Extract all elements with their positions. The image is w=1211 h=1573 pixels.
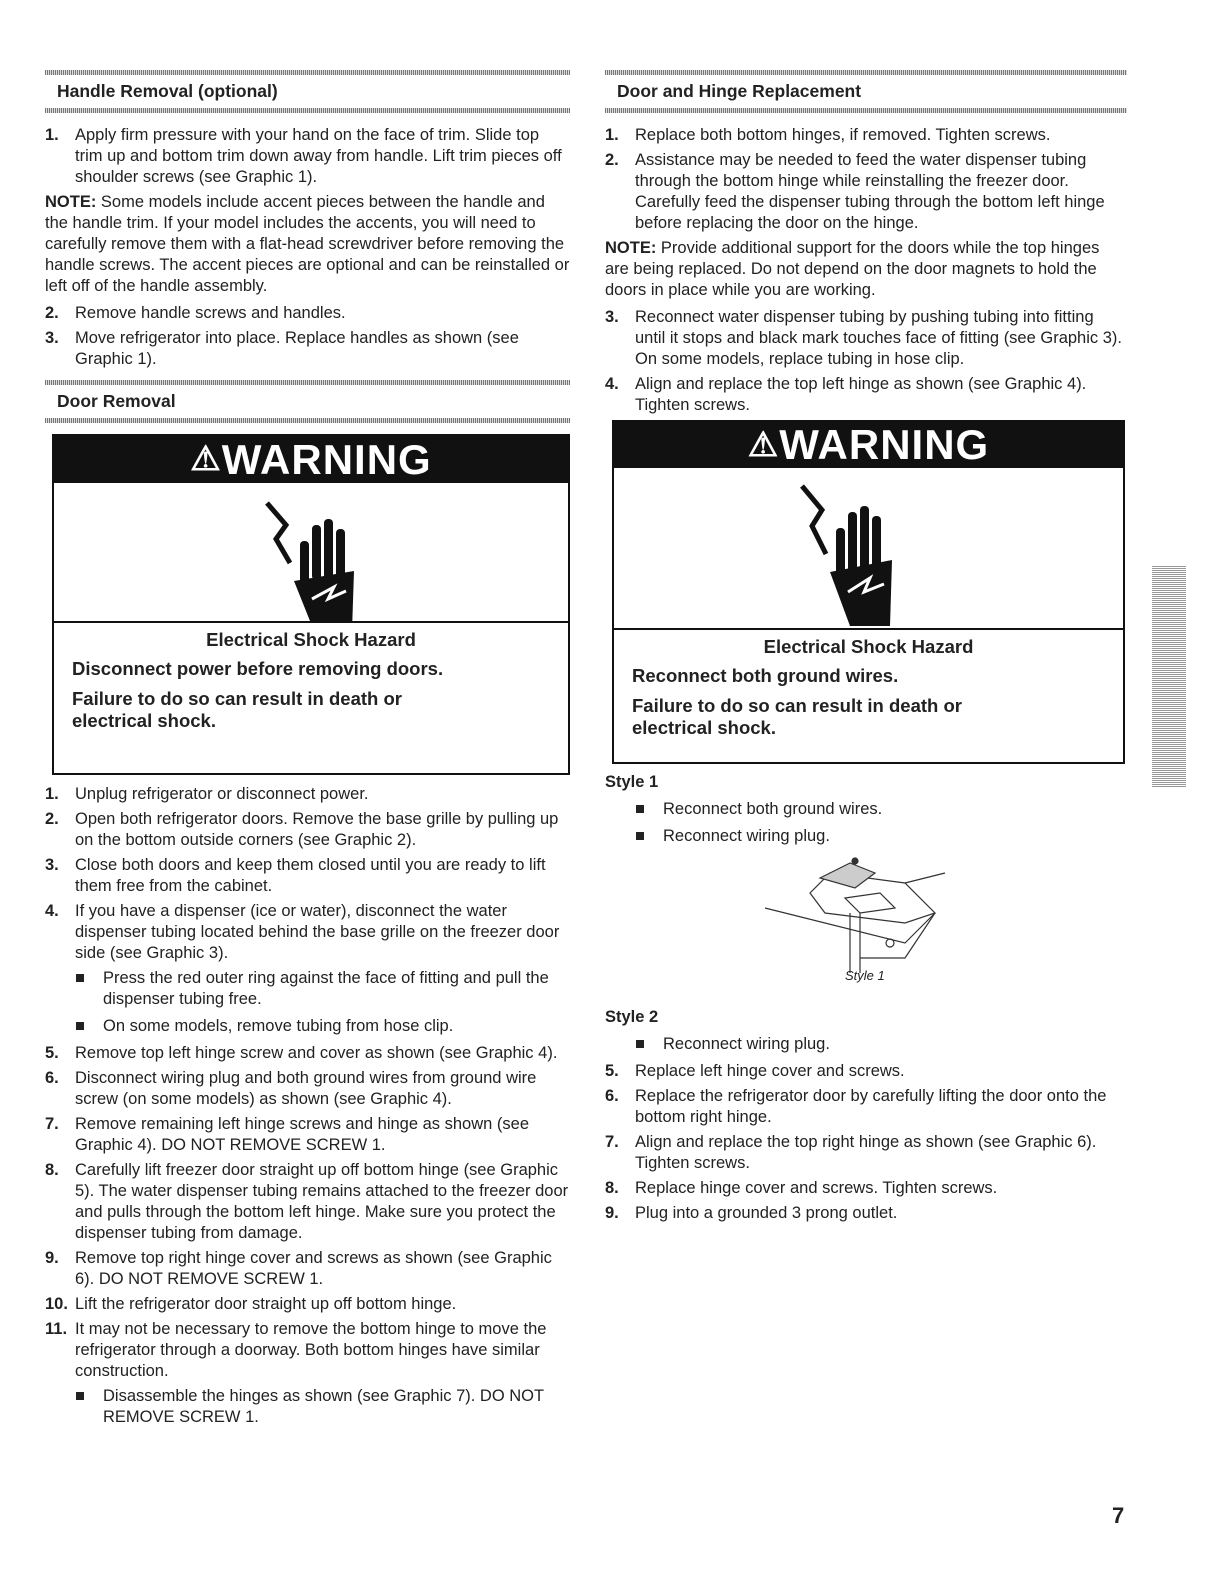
step-item [45,1114,570,1156]
step-item [45,328,570,370]
warning-box-left [52,434,570,775]
step-item [45,784,570,805]
warning-triangle-icon: ⚠ [747,426,780,464]
warning-message [54,623,568,746]
step-item [605,307,1127,370]
step-item [605,1178,1127,1199]
hazard-title: Electrical Shock Hazard [763,636,974,657]
step-item [605,1132,1127,1174]
step-text: Unplug refrigerator or disconnect power. [75,785,369,803]
step-text: Lift the refrigerator door straight up off bottom hinge. [75,1295,457,1313]
step-item [45,855,570,897]
step-text: Remove top left hinge screw and cover as shown (see Graphic 4). [75,1044,558,1062]
right-column [605,70,1127,420]
warning-line-1: Reconnect both ground wires. [632,665,899,686]
step-item [45,901,570,964]
warning-banner: ⚠WARNING [54,436,568,483]
step-number: 9. [605,1204,619,1222]
page-number: 7 [1112,1503,1125,1528]
step-text: Apply firm pressure with your hand on the face of trim. Slide top trim up and bottom trim down away from handle. Lift trim pieces off shoulder screws (see Graphic 1). [75,126,562,186]
step-item [605,1061,1127,1082]
bullet-text: Reconnect wiring plug. [663,827,830,845]
hinge-steps-b [605,307,1127,416]
hazard-title: Electrical Shock Hazard [206,629,416,650]
bullet-square-icon [636,1040,644,1048]
step-text: Close both doors and keep them closed until you are ready to lift them free from the cabinet. [75,856,546,895]
step-number: 8. [45,1161,59,1179]
bullet-item [45,968,570,1010]
step-number: 4. [45,902,59,920]
step-text: Align and replace the top left hinge as shown (see Graphic 4). Tighten screws. [635,375,1087,414]
step-text: Carefully lift freezer door straight up off bottom hinge (see Graphic 5). The water dispenser tubing remains attached to the freezer door and pulls through the bottom left hinge. Make sure you protect the dispenser tubing from damage. [75,1161,569,1242]
bullet-item [605,799,1127,820]
step-text: Replace hinge cover and screws. Tighten screws. [635,1179,998,1197]
bullet-square-icon [76,1022,84,1030]
step-text: Remove handle screws and handles. [75,304,346,322]
style-section [605,768,1127,1228]
door-hinge-title: Door and Hinge Replacement [617,81,862,101]
bullet-square-icon [76,974,84,982]
style1-bullets [605,799,1127,847]
door-removal-steps [45,784,570,1434]
step-item [45,1068,570,1110]
step-text: Assistance may be needed to feed the water dispenser tubing through the bottom hinge while reinstalling the freezer door. Carefully feed the dispenser tubing through the bottom left hinge before replacing the door on the hinge. [635,151,1105,232]
bullet-square-icon [76,1392,84,1400]
left-column [45,70,570,423]
style1-label: Style 1 [605,773,659,791]
section-rule [45,70,570,75]
step-number: 7. [45,1115,59,1133]
step-item [45,1160,570,1244]
step-text: Plug into a grounded 3 prong outlet. [635,1204,898,1222]
step-text: It may not be necessary to remove the bottom hinge to move the refrigerator through a doorway. Both bottom hinges have similar construction. [75,1320,547,1380]
step-text: Replace both bottom hinges, if removed. Tighten screws. [635,126,1051,144]
hinge-steps-a [605,125,1127,234]
door-removal-title: Door Removal [57,391,176,411]
shock-hazard-icon [614,468,1123,630]
door-steps-a [45,784,570,964]
step-item [605,150,1127,234]
style1-illustration [605,853,1127,1003]
step-item [45,303,570,324]
bullet-item [45,1016,570,1037]
step-number: 2. [605,151,619,169]
handle-note: NOTE: Some models include accent pieces between the handle and the handle trim. If your model includes the accents, you will need to carefully remove them with a flat-head screwdriver before removing the handle screws. The accent pieces are optional and can be reinstalled or left off of the handle assembly. [45,193,570,295]
hinge-steps-c [605,1061,1127,1224]
step-item [45,809,570,851]
step-text: Replace the refrigerator door by carefully lifting the door onto the bottom right hinge. [635,1087,1107,1126]
style2-label: Style 2 [605,1008,659,1026]
step-number: 3. [605,308,619,326]
section-rule [45,380,570,385]
step-text: Align and replace the top right hinge as shown (see Graphic 6). Tighten screws. [635,1133,1097,1172]
door-bullets-a [45,968,570,1037]
step-number: 7. [605,1133,619,1151]
step-number: 5. [605,1062,619,1080]
door-steps-b [45,1043,570,1382]
style2-bullets [605,1034,1127,1055]
step-number: 2. [45,810,59,828]
handle-removal-title: Handle Removal (optional) [57,81,278,101]
warning-line-2: Failure to do so can result in death or electrical shock. [72,688,402,731]
step-number: 3. [45,856,59,874]
door-bullets-b [45,1386,570,1428]
handle-steps-1 [45,125,570,188]
step-text: Move refrigerator into place. Replace handles as shown (see Graphic 1). [75,329,519,368]
bullet-item [605,826,1127,847]
section-rule [605,108,1127,113]
step-number: 1. [605,126,619,144]
bullet-text: Reconnect both ground wires. [663,800,883,818]
step-number: 3. [45,329,59,347]
warning-line-1: Disconnect power before removing doors. [72,658,444,679]
step-text: Remove top right hinge cover and screws as shown (see Graphic 6). DO NOT REMOVE SCREW 1. [75,1249,552,1288]
warning-line-2: Failure to do so can result in death or electrical shock. [632,695,962,738]
shock-hazard-icon [54,483,568,623]
step-text: Remove remaining left hinge screws and hinge as shown (see Graphic 4). DO NOT REMOVE SCREW 1. [75,1115,529,1154]
step-number: 9. [45,1249,59,1267]
step-item [605,374,1127,416]
handle-steps-2 [45,303,570,370]
step-text: Reconnect water dispenser tubing by pushing tubing into fitting until it stops and black mark touches face of fitting (see Graphic 3). On some models, replace tubing in hose clip. [635,308,1122,368]
bullet-text: On some models, remove tubing from hose clip. [103,1017,454,1035]
step-item [45,1043,570,1064]
step-number: 8. [605,1179,619,1197]
bullet-square-icon [636,832,644,840]
step-number: 2. [45,304,59,322]
section-rule [45,108,570,113]
bullet-text: Reconnect wiring plug. [663,1035,830,1053]
step-number: 1. [45,126,59,144]
step-text: Disconnect wiring plug and both ground wires from ground wire screw (on some models) as shown (see Graphic 4). [75,1069,537,1108]
hinge-note: NOTE: Provide additional support for the doors while the top hinges are being replaced. Do not depend on the door magnets to hold the doors in place while you are working. [605,239,1100,299]
step-text: If you have a dispenser (ice or water), disconnect the water dispenser tubing located behind the base grille on the freezer door side (see Graphic 3). [75,902,560,962]
step-number: 5. [45,1044,59,1062]
bullet-item [45,1386,570,1428]
step-item [45,1319,570,1382]
step-number: 6. [605,1087,619,1105]
step-number: 6. [45,1069,59,1087]
language-side-tab [1152,566,1186,788]
warning-triangle-icon: ⚠ [190,440,222,478]
step-item [605,1203,1127,1224]
bullet-square-icon [636,805,644,813]
step-item [605,1086,1127,1128]
step-item [45,1248,570,1290]
bullet-text: Disassemble the hinges as shown (see Graphic 7). DO NOT REMOVE SCREW 1. [103,1387,544,1426]
step-number: 10. [45,1295,68,1313]
step-item [605,125,1127,146]
warning-banner: ⚠WARNING [614,422,1123,468]
bullet-text: Press the red outer ring against the face of fitting and pull the dispenser tubing free. [103,969,549,1008]
step-number: 4. [605,375,619,393]
bullet-item [605,1034,1127,1055]
step-text: Replace left hinge cover and screws. [635,1062,905,1080]
step-item [45,1294,570,1315]
warning-box-right [612,420,1125,764]
step-number: 11. [45,1320,68,1338]
warning-message [614,630,1123,753]
step-number: 1. [45,785,59,803]
step-text: Open both refrigerator doors. Remove the base grille by pulling up on the bottom outside corners (see Graphic 2). [75,810,559,849]
section-rule [45,418,570,423]
section-rule [605,70,1127,75]
style1-caption: Style 1 [845,968,885,983]
step-item [45,125,570,188]
